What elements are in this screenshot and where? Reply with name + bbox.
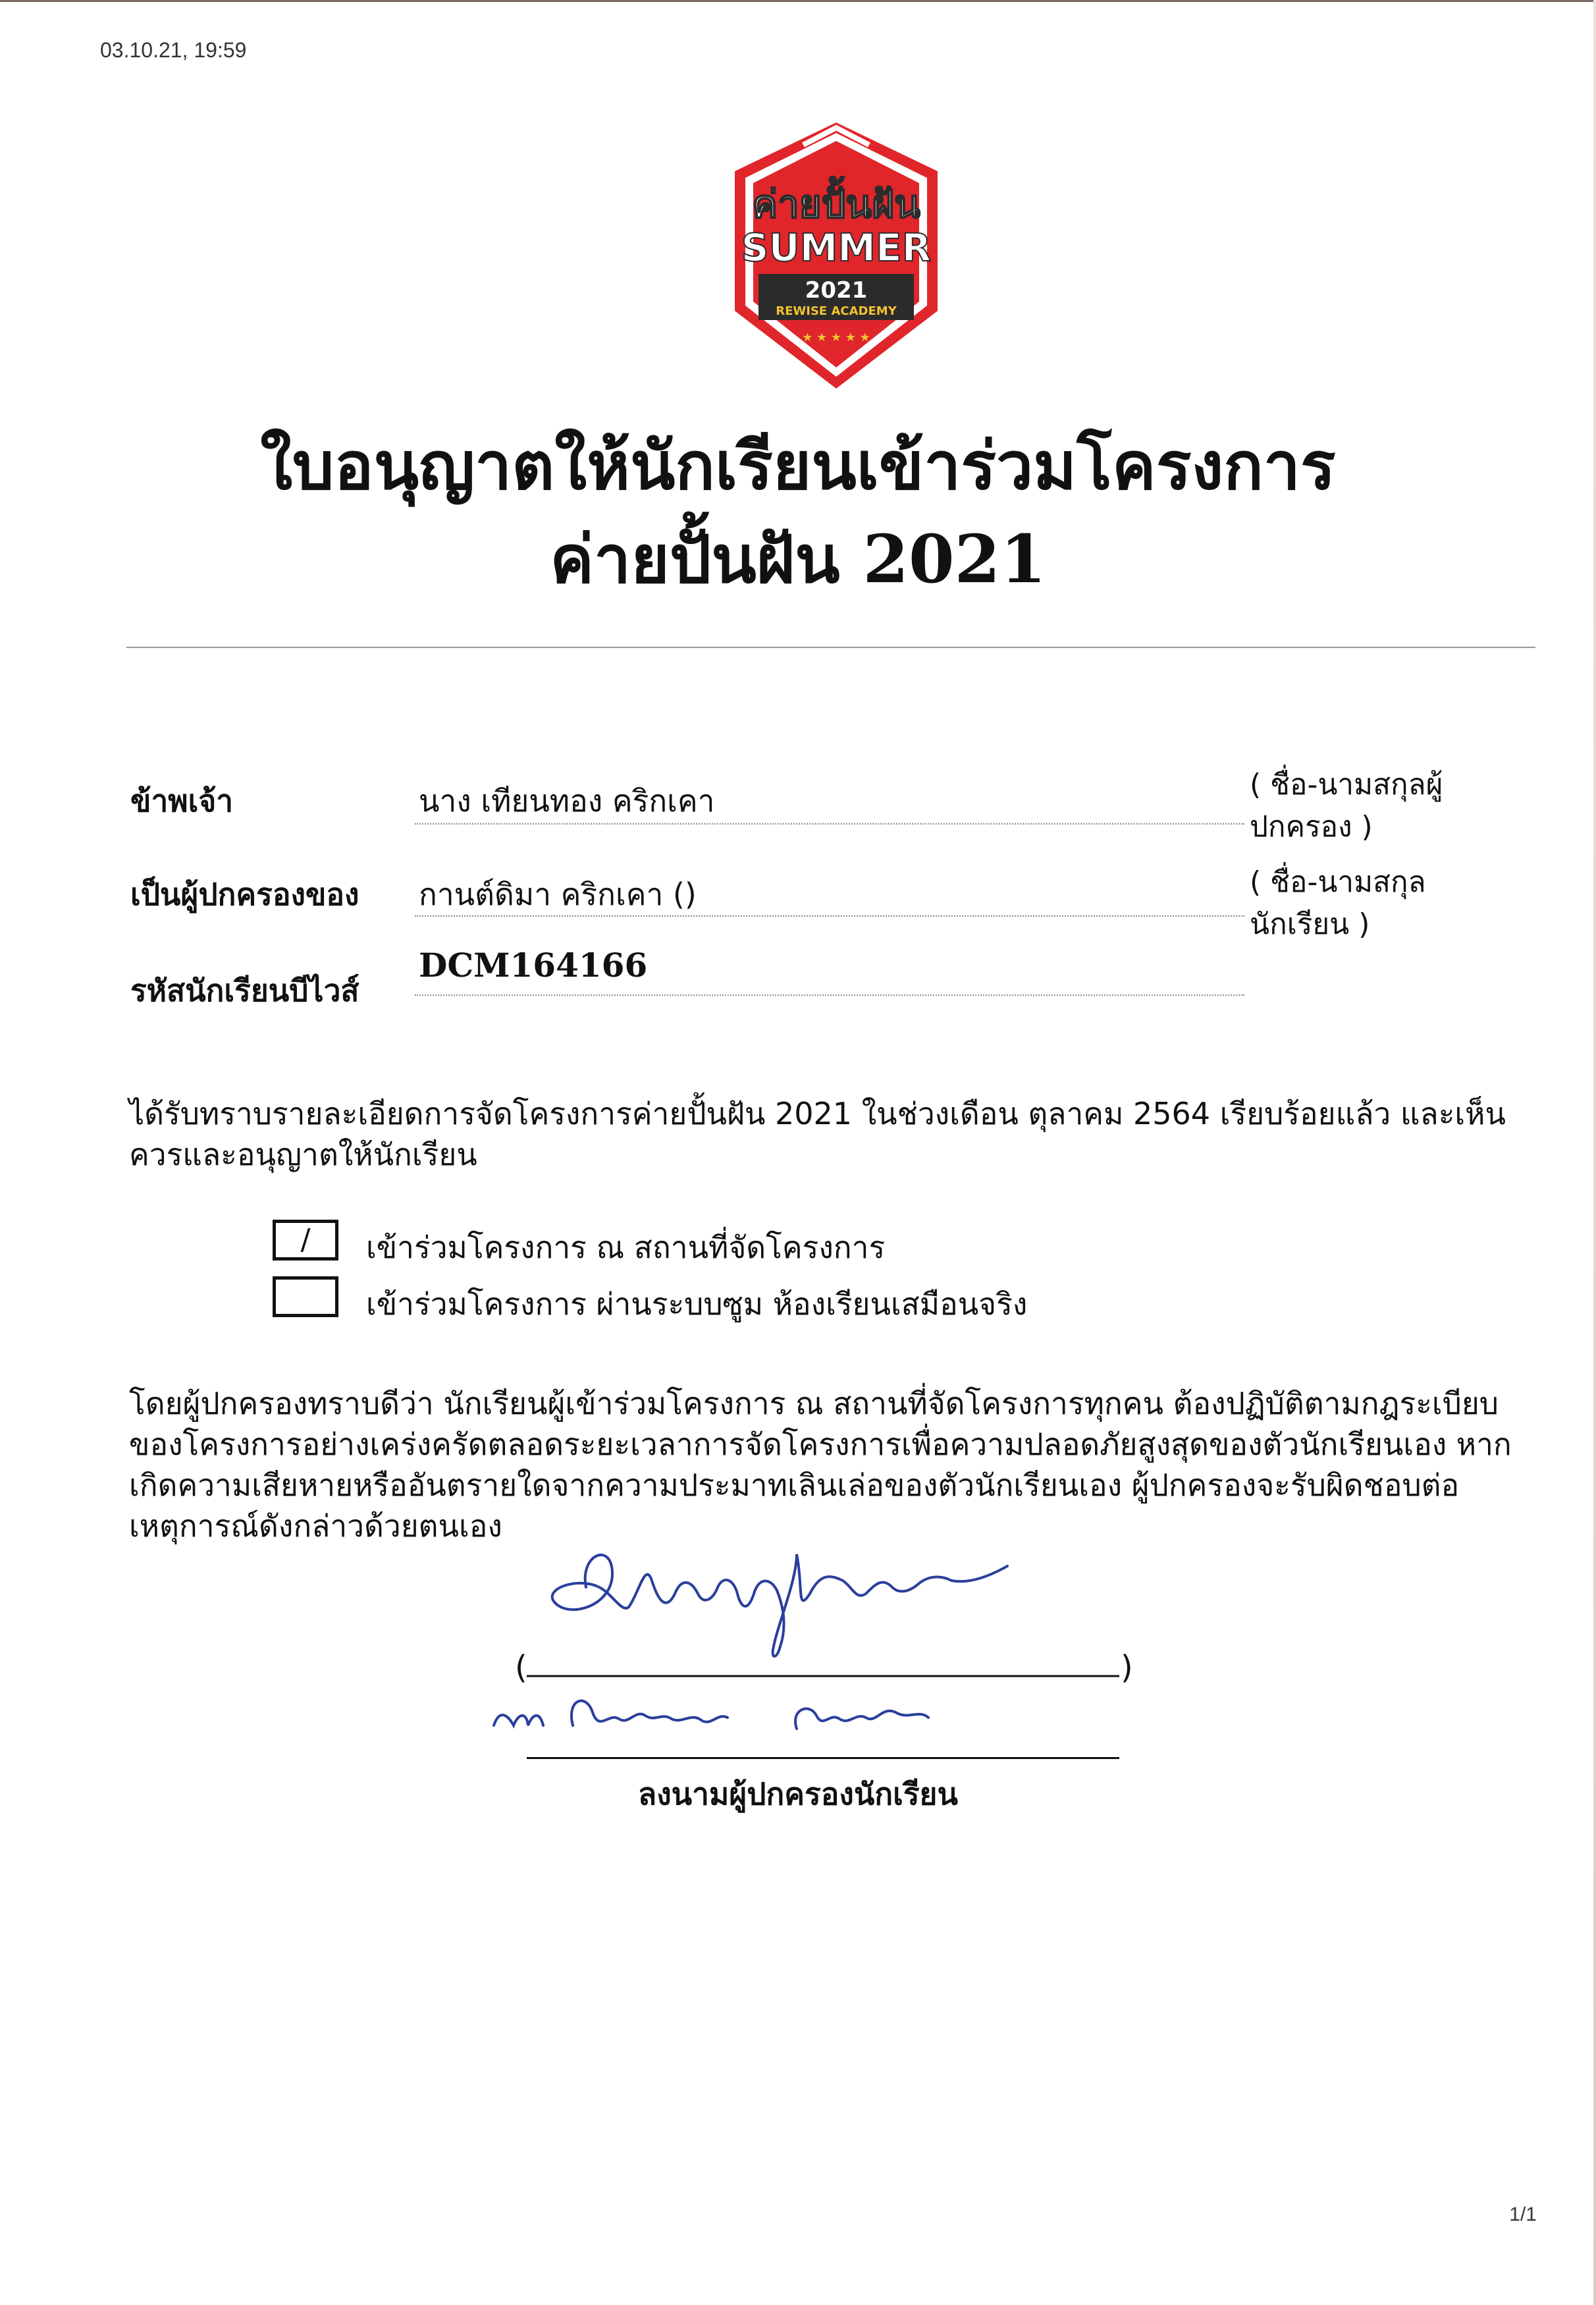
- student-name-field[interactable]: กานต์ดิมา คริกเคา (): [419, 877, 697, 912]
- online-checkbox[interactable]: [273, 1276, 338, 1317]
- logo-stars-icon: ★ ★ ★ ★ ★: [802, 331, 870, 344]
- guardian-label: ข้าพเจ้า: [130, 783, 234, 819]
- page-right-edge: [1593, 0, 1596, 2305]
- signature-close-paren: ): [1121, 1649, 1133, 1686]
- signature-open-paren: (: [515, 1649, 527, 1686]
- logo-line1: ค่ายปั้นฝัน: [752, 182, 920, 227]
- student-id-field[interactable]: DCM164166: [419, 946, 648, 985]
- page-top-edge: [0, 0, 1596, 2]
- signature-caption: ลงนามผู้ปกครองนักเรียน: [638, 1776, 958, 1812]
- logo-year: 2021: [805, 277, 868, 304]
- title-divider: [126, 647, 1535, 648]
- print-timestamp: 03.10.21, 19:59: [100, 38, 247, 62]
- document-title-line1: ใบอนุญาตให้นักเรียนเข้าร่วมโครงการ: [260, 427, 1336, 504]
- student-id-label: รหัสนักเรียนบีไวส์: [130, 973, 359, 1008]
- page-number: 1/1: [1509, 2204, 1537, 2225]
- guardian-signature: [552, 1554, 1007, 1656]
- document-title-line2: ค่ายปั้นฝัน 2021: [550, 520, 1046, 598]
- logo-tagline: REWISE ACADEMY: [776, 304, 897, 318]
- guardian-name-field[interactable]: นาง เทียนทอง คริกเคา: [419, 783, 715, 819]
- guardian-name-hint: ( ชื่อ-นามสกุลผู้ปกครอง ): [1250, 768, 1443, 844]
- guardian-name-line: [415, 823, 1244, 825]
- logo-line2: SUMMER: [741, 225, 932, 270]
- onsite-checkbox[interactable]: /: [273, 1220, 338, 1261]
- camp-logo: [724, 119, 948, 395]
- student-id-line: [415, 994, 1244, 996]
- onsite-option-label: เข้าร่วมโครงการ ณ สถานที่จัดโครงการ: [366, 1230, 886, 1265]
- student-name-hint: ( ชื่อ-นามสกุลนักเรียน ): [1250, 865, 1426, 941]
- student-label: เป็นผู้ปกครองของ: [130, 877, 359, 912]
- terms-paragraph: โดยผู้ปกครองทราบดีว่า นักเรียนผู้เข้าร่วมโครงการ ณ สถานที่จัดโครงการทุกคน ต้องปฏิบัติตามกฎระเบียบของโครงการอย่างเคร่งครัดตลอดระยะเวลาการจัดโครงการเพื่อความปลอดภัยสูงสุดของตัวนักเรียนเอง หากเกิดความเสียหายหรืออันตรายใดจากความประมาทเลินเล่อของตัวนักเรียนเอง ผู้ปกครองจะรับผิดชอบต่อเหตุการณ์ดังกล่าวด้วยตนเอง: [129, 1386, 1512, 1544]
- online-option-label: เข้าร่วมโครงการ ผ่านระบบซูม ห้องเรียนเสมือนจริง: [366, 1286, 1028, 1322]
- signature-area[interactable]: [487, 1515, 1146, 1752]
- acknowledge-paragraph: ได้รับทราบรายละเอียดการจัดโครงการค่ายปั้นฝัน 2021 ในช่วงเดือน ตุลาคม 2564 เรียบร้อยแล้ว และเห็นควรและอนุญาตให้นักเรียน: [129, 1096, 1506, 1172]
- student-name-line: [415, 915, 1244, 917]
- signature-name-line: [527, 1757, 1119, 1759]
- handwritten-guardian-name: [494, 1701, 928, 1729]
